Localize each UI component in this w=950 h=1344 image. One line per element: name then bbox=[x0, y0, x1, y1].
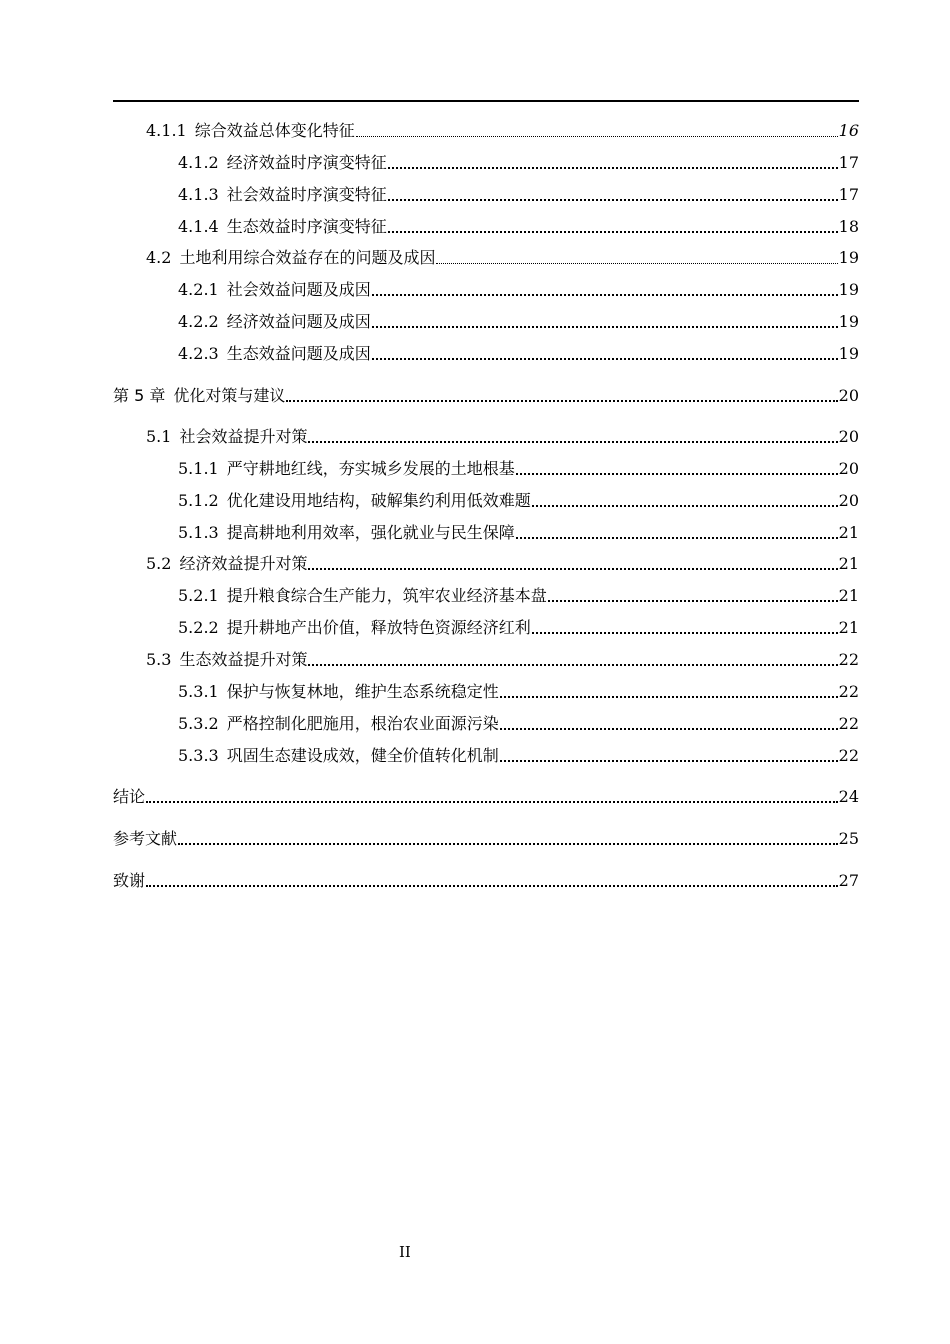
dot-leader bbox=[388, 231, 838, 233]
dot-leader bbox=[500, 728, 838, 730]
dot-leader bbox=[308, 568, 837, 570]
toc-entry-number: 4.2.3 bbox=[178, 344, 219, 363]
toc-entry-page: 21 bbox=[838, 586, 859, 605]
toc-entry-number: 第 5 章 bbox=[113, 386, 166, 405]
toc-entry-page: 21 bbox=[838, 523, 859, 542]
toc-entry[interactable] bbox=[113, 825, 859, 849]
dot-leader bbox=[372, 358, 838, 360]
toc-entry-title: 生态效益提升对策 bbox=[179, 650, 308, 669]
toc-entry-page: 17 bbox=[838, 153, 859, 172]
toc-entry-label bbox=[178, 153, 387, 173]
toc-entry-label bbox=[178, 344, 371, 364]
dot-leader bbox=[372, 326, 838, 328]
toc-entry-label bbox=[146, 248, 435, 268]
toc-entry-number: 4.1.1 bbox=[146, 121, 187, 140]
toc-entry[interactable] bbox=[113, 308, 859, 332]
toc-entry[interactable] bbox=[113, 149, 859, 173]
toc-entry-label bbox=[178, 618, 531, 638]
toc-entry-title: 经济效益问题及成因 bbox=[226, 312, 371, 331]
toc-entry[interactable] bbox=[113, 340, 859, 364]
dot-leader bbox=[146, 885, 838, 887]
toc-entry-number: 4.2.1 bbox=[178, 280, 219, 299]
toc-entry-title: 严格控制化肥施用，根治农业面源污染 bbox=[226, 714, 499, 733]
toc-entry[interactable] bbox=[113, 867, 859, 891]
toc-entry-number: 5.2 bbox=[146, 554, 172, 573]
toc-entry-page: 19 bbox=[838, 280, 859, 299]
toc-entry-title: 提升耕地产出价值，释放特色资源经济红利 bbox=[226, 618, 531, 637]
dot-leader bbox=[500, 696, 838, 698]
toc-entry-title: 土地利用综合效益存在的问题及成因 bbox=[179, 248, 436, 267]
toc-entry-title: 经济效益提升对策 bbox=[179, 554, 308, 573]
dot-leader bbox=[500, 760, 838, 762]
toc-entry-title: 结论 bbox=[113, 787, 146, 806]
toc-entry-page: 21 bbox=[838, 618, 859, 637]
toc-entry[interactable] bbox=[113, 181, 859, 205]
dot-leader bbox=[388, 167, 838, 169]
toc-entry-label bbox=[113, 386, 285, 406]
toc-entry-page: 19 bbox=[838, 248, 859, 267]
dot-leader bbox=[516, 473, 838, 475]
toc-entry-number: 5.1.2 bbox=[178, 491, 219, 510]
toc-entry-page: 22 bbox=[838, 682, 859, 701]
toc-entry-number: 4.2.2 bbox=[178, 312, 219, 331]
toc-entry-number: 5.3.2 bbox=[178, 714, 219, 733]
toc-entry-label bbox=[178, 491, 531, 511]
toc-entry-number: 5.3.1 bbox=[178, 682, 219, 701]
toc-entry-label bbox=[178, 312, 371, 332]
toc-entry-page: 20 bbox=[838, 459, 859, 478]
toc-entry-page: 20 bbox=[838, 491, 859, 510]
toc-entry-title: 保护与恢复林地，维护生态系统稳定性 bbox=[226, 682, 499, 701]
toc-entry-title: 生态效益问题及成因 bbox=[226, 344, 371, 363]
toc-entry[interactable] bbox=[113, 646, 859, 670]
page-number-footer: II bbox=[399, 1243, 411, 1261]
dot-leader bbox=[178, 843, 838, 845]
toc-entry-title: 生态效益时序演变特征 bbox=[226, 217, 387, 236]
toc-entry[interactable] bbox=[113, 742, 859, 766]
toc-entry-page: 24 bbox=[838, 787, 859, 806]
toc-entry-number: 4.1.3 bbox=[178, 185, 219, 204]
toc-entry[interactable] bbox=[113, 455, 859, 479]
dot-leader bbox=[146, 801, 838, 803]
toc-entry-label bbox=[178, 185, 387, 205]
toc-entry-title: 优化建设用地结构，破解集约利用低效难题 bbox=[226, 491, 531, 510]
toc-entry[interactable] bbox=[113, 519, 859, 543]
toc-entry-label bbox=[178, 459, 515, 479]
toc-entry[interactable] bbox=[113, 710, 859, 734]
toc-entry-label bbox=[178, 217, 387, 237]
toc-entry-title: 致谢 bbox=[113, 871, 146, 890]
dot-leader bbox=[356, 136, 838, 137]
toc-entry-number: 4.2 bbox=[146, 248, 172, 267]
toc-entry-page: 22 bbox=[838, 746, 859, 765]
toc-entry-label bbox=[113, 829, 177, 849]
dot-leader bbox=[308, 664, 837, 666]
toc-entry-label bbox=[178, 586, 547, 606]
toc-entry-page: 18 bbox=[838, 217, 859, 236]
toc-entry-title: 提升粮食综合生产能力，筑牢农业经济基本盘 bbox=[226, 586, 547, 605]
dot-leader bbox=[516, 537, 838, 539]
toc-entry-title: 提高耕地利用效率，强化就业与民生保障 bbox=[226, 523, 515, 542]
toc-entry-number: 5.1.3 bbox=[178, 523, 219, 542]
dot-leader bbox=[436, 263, 837, 264]
toc-entry-number: 5.1.1 bbox=[178, 459, 219, 478]
toc-entry[interactable] bbox=[113, 678, 859, 702]
toc-entry-number: 5.2.2 bbox=[178, 618, 219, 637]
dot-leader bbox=[372, 294, 838, 296]
dot-leader bbox=[388, 199, 838, 201]
toc-entry-page: 27 bbox=[838, 871, 859, 890]
toc-entry-label bbox=[178, 523, 515, 543]
toc-entry[interactable] bbox=[113, 244, 859, 268]
toc-entry-label bbox=[146, 554, 307, 574]
toc-entry-label bbox=[178, 280, 371, 300]
toc-entry-page: 19 bbox=[838, 344, 859, 363]
toc-entry-title: 严守耕地红线，夯实城乡发展的土地根基 bbox=[226, 459, 515, 478]
toc-entry[interactable] bbox=[113, 487, 859, 511]
toc-entry-number: 4.1.4 bbox=[178, 217, 219, 236]
toc-entry-number: 5.3.3 bbox=[178, 746, 219, 765]
toc-entry[interactable] bbox=[113, 117, 859, 141]
toc-entry-page: 25 bbox=[838, 829, 859, 848]
toc-entry-page: 16 bbox=[838, 121, 859, 140]
toc-entry-page: 17 bbox=[838, 185, 859, 204]
toc-entry-page: 22 bbox=[838, 650, 859, 669]
toc-entry[interactable] bbox=[113, 276, 859, 300]
toc-entry-number: 5.3 bbox=[146, 650, 172, 669]
dot-leader bbox=[532, 505, 838, 507]
toc-entry-title: 经济效益时序演变特征 bbox=[226, 153, 387, 172]
toc-entry-number: 5.2.1 bbox=[178, 586, 219, 605]
toc-entry[interactable] bbox=[113, 783, 859, 807]
toc-entry-page: 21 bbox=[838, 554, 859, 573]
toc-entry-label bbox=[146, 121, 355, 141]
toc-entry-title: 参考文献 bbox=[113, 829, 178, 848]
toc-entry-label bbox=[178, 714, 499, 734]
toc-entry-label bbox=[146, 650, 307, 670]
toc-entry-title: 社会效益问题及成因 bbox=[226, 280, 371, 299]
toc-entry-label bbox=[113, 871, 145, 891]
toc-entry-label bbox=[178, 746, 499, 766]
toc-entry-page: 20 bbox=[838, 386, 859, 405]
toc-entry-title: 综合效益总体变化特征 bbox=[194, 121, 355, 140]
toc-entry[interactable] bbox=[113, 213, 859, 237]
toc-entry-title: 社会效益时序演变特征 bbox=[226, 185, 387, 204]
toc-entry-title: 社会效益提升对策 bbox=[179, 427, 308, 446]
header-rule bbox=[113, 100, 859, 102]
toc-entry-title: 巩固生态建设成效，健全价值转化机制 bbox=[226, 746, 499, 765]
toc-entry[interactable] bbox=[113, 423, 859, 447]
toc-entry-number: 4.1.2 bbox=[178, 153, 219, 172]
toc-entry-page: 19 bbox=[838, 312, 859, 331]
dot-leader bbox=[548, 600, 838, 602]
toc-entry-label bbox=[178, 682, 499, 702]
toc-entry-page: 20 bbox=[838, 427, 859, 446]
dot-leader bbox=[286, 400, 837, 402]
toc-entry-number: 5.1 bbox=[146, 427, 172, 446]
toc-entry[interactable] bbox=[113, 382, 859, 406]
toc-entry-label bbox=[146, 427, 307, 447]
dot-leader bbox=[308, 441, 837, 443]
toc-entry[interactable] bbox=[113, 550, 859, 574]
dot-leader bbox=[532, 632, 838, 634]
toc-entry-label bbox=[113, 787, 145, 807]
toc-entry-page: 22 bbox=[838, 714, 859, 733]
toc-entry[interactable] bbox=[113, 582, 859, 606]
toc-entry[interactable] bbox=[113, 614, 859, 638]
toc-entry-title: 优化对策与建议 bbox=[173, 386, 286, 405]
